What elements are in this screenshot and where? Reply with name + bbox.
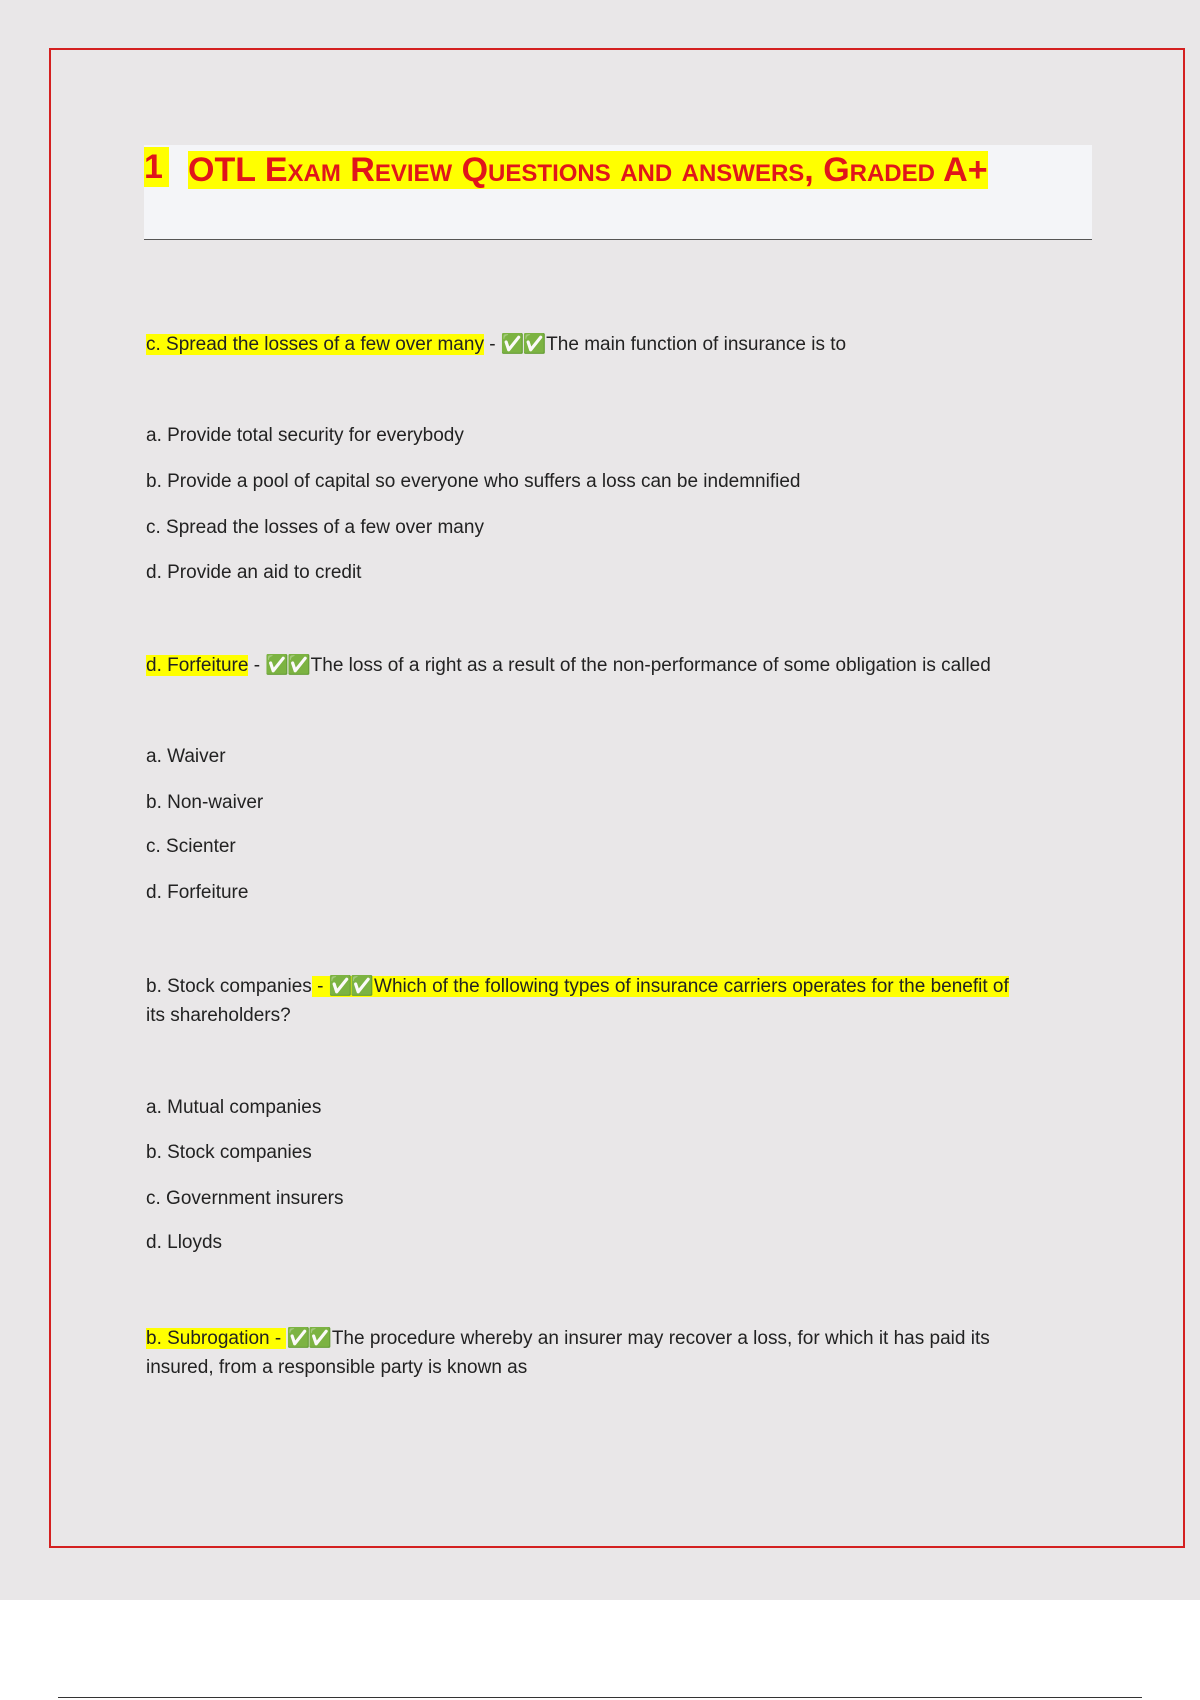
question-2 <box>146 651 1086 680</box>
question-1-answer: c. Spread the losses of a few over many <box>146 334 484 355</box>
footer-divider <box>58 1697 1142 1698</box>
question-2-option-c: c. Scienter <box>146 836 236 857</box>
question-3-option-d: d. Lloyds <box>146 1232 223 1253</box>
title-block <box>144 145 1092 240</box>
check-mark-icon: ✅✅ <box>500 334 545 355</box>
question-4-prompt-continued: insured, from a responsible party is known as <box>146 1357 528 1378</box>
question-3-answer: b. Stock companies <box>146 976 312 997</box>
page-title-text: OTL Exam Review Questions and answers, Graded A+ <box>188 151 988 189</box>
question-2-option-b: b. Non-waiver <box>146 792 264 813</box>
question-2-answer: d. Forfeiture <box>146 655 249 676</box>
question-2-separator: - <box>248 655 266 676</box>
question-3-option-a: a. Mutual companies <box>146 1097 322 1118</box>
question-1-separator: - <box>483 334 501 355</box>
question-1-option-c: c. Spread the losses of a few over many <box>146 517 484 538</box>
check-mark-icon: ✅✅ <box>286 1328 330 1349</box>
question-3-option-c: c. Government insurers <box>146 1188 344 1209</box>
page-title <box>188 147 1088 193</box>
question-3-separator: - <box>311 976 329 997</box>
question-4-separator: - <box>269 1328 287 1349</box>
question-1-option-d: d. Provide an aid to credit <box>146 562 362 583</box>
check-mark-icon: ✅✅ <box>328 976 373 997</box>
question-1 <box>146 330 1086 359</box>
question-1-prompt: The main function of insurance is to <box>546 334 847 355</box>
question-3-option-b: b. Stock companies <box>146 1142 312 1163</box>
question-2-option-a: a. Waiver <box>146 746 226 767</box>
heading-number: 1 <box>144 147 169 187</box>
question-1-option-b: b. Provide a pool of capital so everyone who suffers a loss can be indemnified <box>146 471 801 492</box>
question-2-prompt: The loss of a right as a result of the non-performance of some obligation is called <box>310 655 991 676</box>
question-3-prompt: Which of the following types of insurance carriers operates for the benefit of <box>374 976 1009 997</box>
question-2-option-d: d. Forfeiture <box>146 882 249 903</box>
question-4 <box>146 1324 1086 1382</box>
question-1-option-a: a. Provide total security for everybody <box>146 425 464 446</box>
check-mark-icon: ✅✅ <box>265 655 309 676</box>
question-3 <box>146 972 1086 1030</box>
question-4-prompt: The procedure whereby an insurer may recover a loss, for which it has paid its <box>331 1328 990 1349</box>
question-3-prompt-continued: its shareholders? <box>146 1005 291 1026</box>
question-4-answer: b. Subrogation <box>146 1328 270 1349</box>
